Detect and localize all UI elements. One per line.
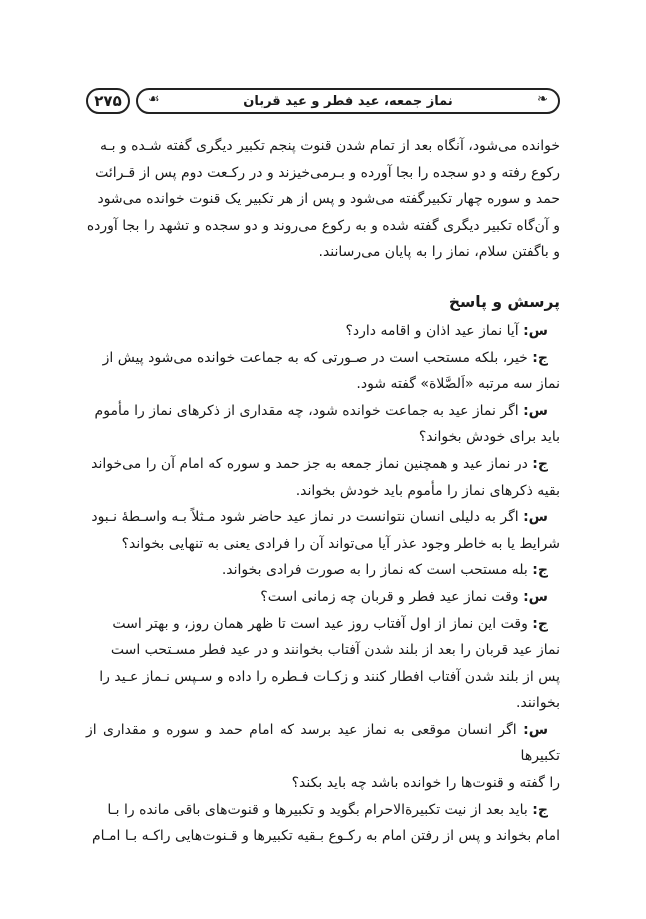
text-line [86, 451, 560, 478]
line-text: پس از بلند شدن آفتاب افطار کنند و زکـات فـطره را داده و سـپس نـماز عـید را [99, 668, 560, 685]
answer-label: ج: [532, 349, 548, 366]
ornament-right-icon: ❧ [537, 92, 548, 107]
line-text: اگر به دلیلی انسان نتوانست در نماز عید حاضر شود مـثلاً بـه واسـطهٔ نـبود [91, 509, 519, 526]
question-label: س: [523, 721, 549, 738]
question-label: س: [523, 322, 548, 339]
qa-list [86, 318, 560, 850]
text-line [86, 770, 560, 797]
answer-block [86, 557, 560, 584]
text-line [86, 584, 560, 611]
text-line [86, 823, 560, 850]
answer-label: ج: [532, 801, 548, 818]
text-line [86, 637, 560, 664]
line-text: خیر، بلکه مستحب است در صـورتی که به جماعت خوانده می‌شود پیش از [102, 349, 528, 366]
line-text: آیا نماز عید اذان و اقامه دارد؟ [345, 322, 519, 339]
answer-label: ج: [532, 615, 548, 632]
answer-label: ج: [532, 562, 548, 579]
answer-block [86, 797, 560, 850]
line-text: را گفته و قنوت‌ها را خوانده باشد چه باید بکند؟ [291, 775, 560, 792]
line-text: باید برای خودش بخواند؟ [418, 429, 560, 446]
question-block [86, 717, 560, 797]
line-text: بخوانند. [516, 695, 560, 712]
text-line [86, 478, 560, 505]
text-line [86, 398, 560, 425]
line-text: نماز سه مرتبه «اَلصَّلاة» گفته شود. [356, 376, 560, 393]
answer-block [86, 611, 560, 717]
line-text: امام بخواند و پس از رفتن امام به رکـوع بـقیه تکبیرها و قـنوت‌هایی راکـه بـا امـام [92, 828, 560, 845]
section-title: پرسش و پاسخ [448, 292, 560, 311]
intro-line: حمد و سوره چهار تکبیرگفته می‌شود و پس از هر تکبیر یک قنوت خوانده می‌شود [97, 191, 560, 208]
page-number: ۲۷۵ [86, 88, 130, 114]
question-block [86, 504, 560, 557]
chapter-title-bar [136, 88, 560, 114]
question-block [86, 318, 560, 345]
line-text: اگر انسان موقعی به نماز عید برسد که امام حمد و سوره و مقداری از تکبیرها [86, 721, 560, 765]
text-line [86, 424, 560, 451]
intro-line: خوانده می‌شود، آنگاه بعد از تمام شدن قنوت پنجم تکبیر دیگری گفته شـده و بـه [99, 138, 560, 154]
ornament-left-icon: ☙ [148, 92, 160, 107]
text-line [86, 664, 560, 691]
text-line [86, 797, 560, 824]
line-text: اگر نماز عید به جماعت خوانده شود، چه مقداری از ذکرهای نماز را مأموم [94, 402, 519, 419]
line-text: بقیه ذکرهای نماز را مأموم باید خودش بخواند. [295, 482, 560, 499]
text-line [86, 345, 560, 372]
text-line [86, 371, 560, 398]
text-line [86, 717, 560, 770]
text-line [86, 611, 560, 638]
question-label: س: [523, 588, 548, 605]
answer-label: ج: [532, 455, 548, 472]
intro-line: و آن‌گاه تکبیر دیگری گفته شده و به رکوع می‌روند و دو سجده و تشهد را بجا آورده [86, 217, 560, 234]
intro-line: رکوع رفته و دو سجده را بجا آورده و بـرمی‌خیزند و در رکـعت دوم پس از قـرائت [95, 164, 560, 181]
text-line [86, 504, 560, 531]
question-label: س: [523, 402, 548, 419]
text-line [86, 531, 560, 558]
question-block [86, 398, 560, 451]
text-line [86, 318, 560, 345]
page-body [86, 133, 560, 850]
intro-line: و باگفتن سلام، نماز را به پایان می‌رسانند. [318, 244, 560, 261]
text-line [86, 690, 560, 717]
line-text: شرایط یا به خاطر وجود عذر آیا می‌تواند آن را فرادی یعنی به تنهایی بخواند؟ [121, 535, 560, 552]
text-line [86, 557, 560, 584]
answer-block [86, 345, 560, 398]
question-label: س: [523, 509, 548, 526]
line-text: وقت این نماز از اول آفتاب روز عید است تا ظهر همان روز، و بهتر است [112, 615, 528, 632]
line-text: وقت نماز عید فطر و قربان چه زمانی است؟ [260, 588, 519, 605]
answer-block [86, 451, 560, 504]
line-text: در نماز عید و همچنین نماز جمعه به جز حمد و سوره که امام آن را می‌خواند [91, 455, 528, 472]
line-text: بله مستحب است که نماز را به صورت فرادی بخواند. [221, 562, 528, 579]
intro-paragraph [86, 133, 560, 266]
question-block [86, 584, 560, 611]
running-header [86, 85, 560, 119]
line-text: باید بعد از نیت تکبیرةالاحرام بگوید و تکبیرها و قنوت‌های باقی مانده را بـا [107, 801, 528, 818]
chapter-title: نماز جمعه، عید فطر و عید قربان [243, 93, 453, 109]
line-text: نماز عید قربان را بعد از بلند شدن آفتاب بخوانند و در عید فطر مسـتحب است [110, 642, 560, 659]
